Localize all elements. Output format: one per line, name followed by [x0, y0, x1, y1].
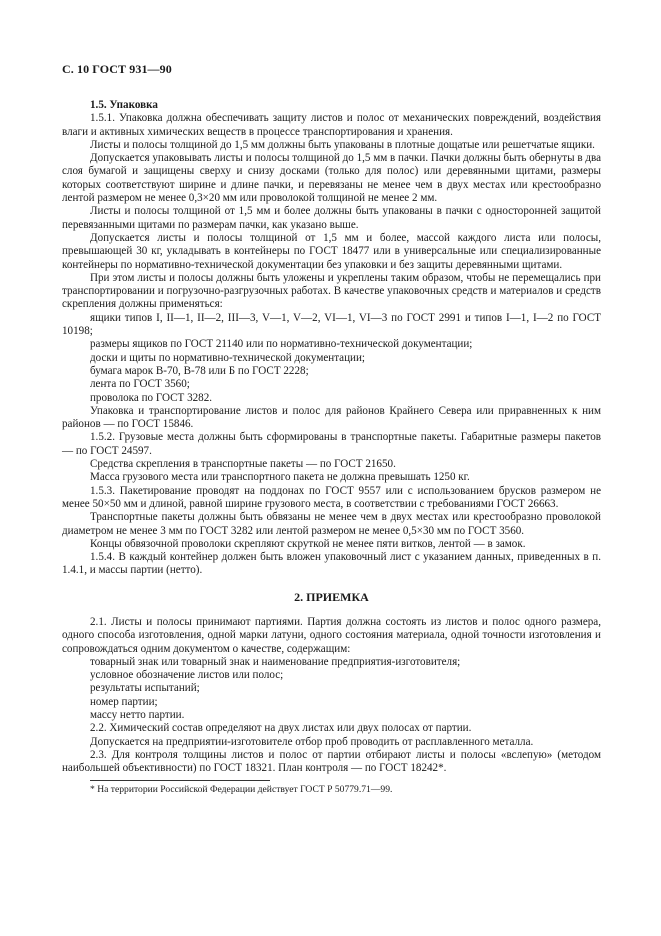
- list-item: условное обозначение листов или полос;: [90, 669, 284, 682]
- section-2-title: 2. ПРИЕМКА: [294, 589, 369, 604]
- paragraph: Масса грузового места или транспортного пакета не должна превышать 1250 кг.: [90, 471, 470, 484]
- paragraph: Допускается упаковывать листы и полосы толщиной до 1,5 мм в пачки. Пачки должны быть обернуты в два слоя бумагой и защищены сверху и снизу досками (только для полос) или деревянными щитами, размеры которых соответствуют ширине и длине пачки, и перевязаны не менее чем в двух местах или крестообразно лентой размером не менее 0,3×20 мм или проволокой толщиной не менее 2 мм.: [62, 152, 602, 205]
- paragraph: 1.5.3. Пакетирование проводят на поддонах по ГОСТ 9557 или с использованием брусков размером не менее 50×50 мм и длиной, равной ширине грузового места, в соответствии с требованиями ГОСТ 26663.: [62, 484, 601, 510]
- paragraph: Листы и полосы толщиной от 1,5 мм и более должны быть упакованы в пачки с односторонней защитой перевязанными щитами по размерам пачки, как указано выше.: [62, 205, 601, 231]
- list-item: лента по ГОСТ 3560;: [90, 378, 190, 391]
- page-header: С. 10 ГОСТ 931—90: [62, 62, 172, 76]
- paragraph: 1.5.2. Грузовые места должны быть сформированы в транспортные пакеты. Габаритные размеры пакетов — по ГОСТ 24597.: [62, 431, 601, 457]
- paragraph: Средства скрепления в транспортные пакеты — по ГОСТ 21650.: [90, 458, 396, 471]
- paragraph: Упаковка и транспортирование листов и полос для районов Крайнего Севера или приравненных к ним районов — по ГОСТ 15846.: [62, 404, 601, 431]
- list-item: массу нетто партии.: [90, 709, 185, 722]
- paragraph: 2.2. Химический состав определяют на двух листах или двух полосах от партии.: [90, 722, 472, 735]
- footnote: * На территории Российской Федерации действует ГОСТ Р 50779.71—99.: [90, 783, 393, 795]
- paragraph: 2.1. Листы и полосы принимают партиями. Партия должна состоять из листов и полос одного размера, одного способа изготовления, одной марки латуни, одного состояния материала, одной точности изготовления и сопровождаться одним документом о качестве, содержащим:: [62, 615, 601, 655]
- list-item: доски и щиты по нормативно-технической документации;: [90, 351, 365, 364]
- paragraph: Допускается на предприятии-изготовителе отбор проб проводить от расплавленного металла.: [90, 735, 534, 748]
- list-item: результаты испытаний;: [90, 682, 200, 695]
- paragraph: Листы и полосы толщиной до 1,5 мм должны быть упакованы в плотные дощатые или решетчатые ящики.: [90, 138, 595, 151]
- list-item: ящики типов I, II—1, II—2, III—3, V—1, V—2, VI—1, VI—3 по ГОСТ 2991 и типов I—1, I—2 по ГОСТ 10198;: [62, 311, 601, 338]
- paragraph: Концы обвязочной проволоки скрепляют скруткой не менее пяти витков, лентой — в замок.: [90, 537, 526, 550]
- list-item: размеры ящиков по ГОСТ 21140 или по нормативно-технической документации;: [90, 338, 473, 351]
- body-text: [62, 99, 601, 776]
- paragraph: Допускается листы и полосы толщиной от 1,5 мм и более, массой каждого листа или полосы, превышающей 30 кг, укладывать в контейнеры по ГОСТ 18477 или в универсальные или специализированные контейнеры по нормативно-технической документации без упаковки и без защиты деревянными щитами.: [62, 231, 601, 271]
- paragraph: При этом листы и полосы должны быть уложены и укреплены таким образом, чтобы не перемещались при транспортировании и погрузочно-разгрузочных работах. В качестве упаковочных средств и материалов и средств скрепления должны применяться:: [62, 271, 601, 311]
- footnote-divider: [90, 780, 270, 781]
- list-item: проволока по ГОСТ 3282.: [90, 391, 213, 404]
- list-item: товарный знак или товарный знак и наименование предприятия-изготовителя;: [90, 655, 461, 668]
- list-item: номер партии;: [90, 695, 158, 708]
- list-item: бумага марок В-70, В-78 или Б по ГОСТ 2228;: [90, 364, 309, 377]
- paragraph: 1.5.4. В каждый контейнер должен быть вложен упаковочный лист с указанием данных, приведенных в п. 1.4.1, и массы партии (нетто).: [62, 551, 601, 577]
- paragraph: 2.3. Для контроля толщины листов и полос от партии отбирают листы и полосы «вслепую» (методом наибольшей объективности) по ГОСТ 18321. План контроля — по ГОСТ 18242*.: [62, 748, 601, 775]
- paragraph: Транспортные пакеты должны быть обвязаны не менее чем в двух местах или крестообразно проволокой диаметром не менее 3 мм по ГОСТ 3282 или лентой размером не менее 0,5×30 мм по ГОСТ 3560.: [62, 511, 601, 537]
- paragraph: 1.5.1. Упаковка должна обеспечивать защиту листов и полос от механических повреждений, воздействия влаги и активных химических веществ в процессе транспортирования и хранения.: [62, 112, 601, 138]
- section-1-5-heading: 1.5. Упаковка: [90, 99, 158, 111]
- document-page: [62, 62, 601, 796]
